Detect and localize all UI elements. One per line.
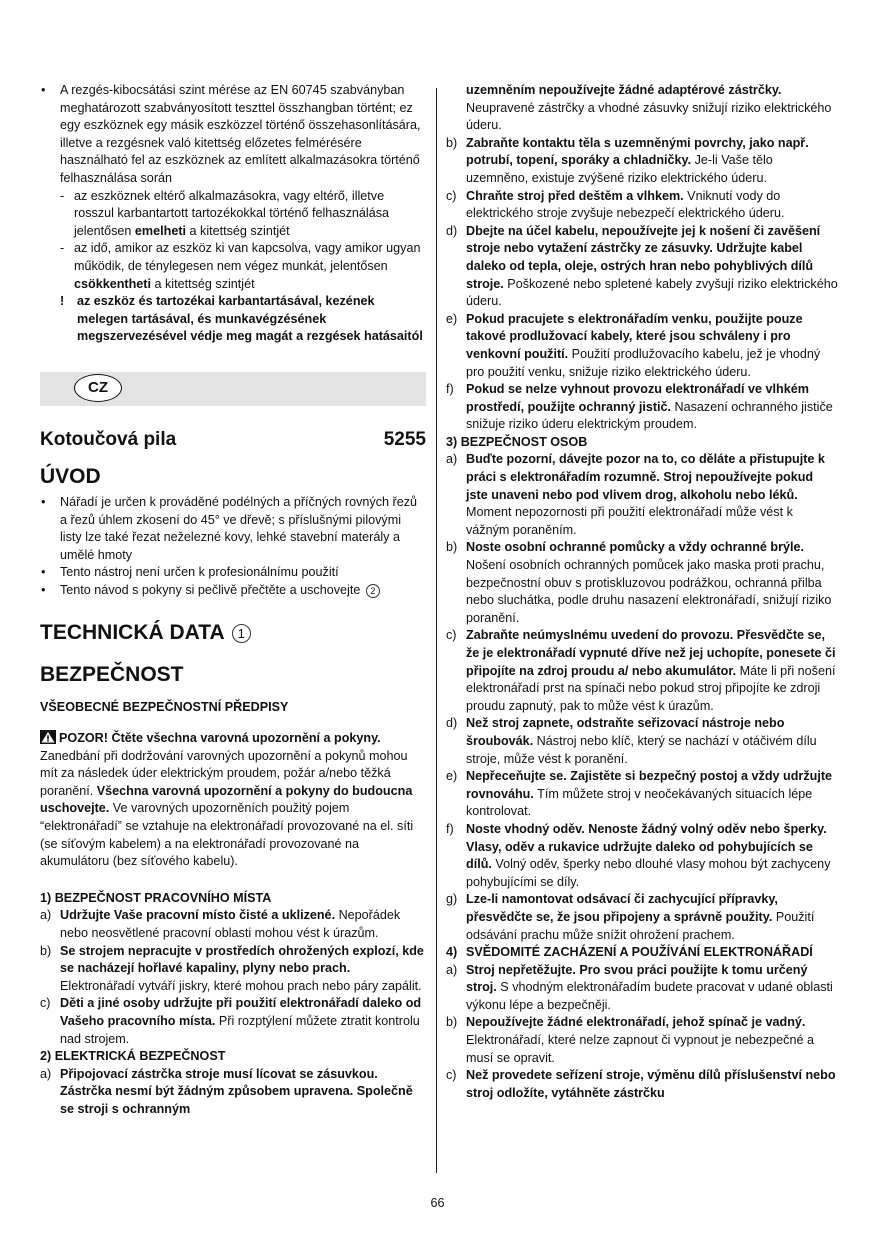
warning-triangle-icon <box>40 730 56 744</box>
list-item: e) Nepřeceňujte se. Zajistěte si bezpečný postoj a vždy udržujte rovnováhu. Tím můžete stroj v neočekávaných situacích lépe kontrolovat. <box>446 769 833 819</box>
list-item: c) Děti a jiné osoby udržujte při použití elektronářadí daleko od Vašeho pracovního místa. Při rozptýlení můžete ztratit kontrolu nad strojem. <box>40 996 422 1046</box>
list-item: c) Chraňte stroj před deštěm a vlhkem. Vniknutí vody do elektrického stroje zvyšuje nebezpečí elektrického úderu. <box>446 188 785 221</box>
list-item: a) Připojovací zástrčka stroje musí lícovat se zásuvkou. Zástrčka nesmí být žádným způsobem upravena. Společně se stroji s ochranným <box>40 1066 413 1116</box>
product-model: 5255 <box>383 428 426 450</box>
hu-bullet: • A rezgés-kibocsátási szint mérése az EN 60745 szabványban meghatározott szabványosított teszttel összhangban történt; ez egy eszköznek egy másik eszközzel történő összehasonlítására, illetve a rezgésnek való kitettség előzetes felmérésére használható fel az eszköznek az említett alkalmazásokra történő felhasználása során <box>40 82 426 188</box>
list-item: g) Lze-li namontovat odsávací či zachycující přípravky, přesvědčte se, že jsou připojeny a správně použity. Použití odsávání prachu může snížit ohrožení prachem. <box>446 892 815 942</box>
product-name: Kotoučová pila <box>40 428 177 450</box>
list-item: c) Zabraňte neúmyslnému uvedení do provozu. Přesvědčte se, že je elektronářadí vypnuté dříve než jej uchopíte, ponesete či připojíte na zdroj proudu a/ nebo akumulátor. Máte li při nošení elektronářadí prst na spínači nebo pokud stroj připojíte ke zdroji proudu zapnutý, pak to může vést k úrazům. <box>446 628 836 713</box>
hu-exclamation-note: ! az eszköz és tartozékai karbantartásával, kezének melegen tartásával, és munkavégzésének megszervezésével védje meg magát a rezgések hatásaitól <box>60 294 423 344</box>
section-title: 3) BEZPEČNOST OSOB <box>446 434 588 449</box>
list-item: d) Než stroj zapnete, odstraňte seřizovací nástroje nebo šroubovák. Nástroj nebo klíč, který se nachází v otáčivém dílu stroje, může vést k poranění. <box>446 716 817 766</box>
list-item: e) Pokud pracujete s elektronářadím venku, použijte pouze takové prodlužovací kabely, které jsou schváleny i pro venkovní použití. Použití prodlužovacího kabelu, jež je vhodný pro použití venku, snižuje riziko elektrického úderu. <box>446 311 821 379</box>
page-number: 66 <box>430 1196 445 1210</box>
tech-data-heading: TECHNICKÁ DATA 1 <box>40 619 426 647</box>
section-title: 4) SVĚDOMITÉ ZACHÁZENÍ A POUŽÍVÁNÍ ELEKTRONÁŘADÍ <box>446 945 813 960</box>
hu-dash-item: - az idő, amikor az eszköz ki van kapcsolva, vagy amikor ugyan működik, de ténylegesen nem végez munkát, jelentősen csökkentheti a kitettség szintjét <box>40 240 426 293</box>
right-column <box>446 82 838 1102</box>
section-title: 1) BEZPEČNOST PRACOVNÍHO MÍSTA <box>40 890 272 905</box>
list-item: b) Noste osobní ochranné pomůcky a vždy ochranné brýle. Nošení osobních ochranných pomůcek jako maska proti prachu, bezpečnostní obuv s protiskluzovou podrážkou, ochranná přilba nebo sluchátka, podle druhu nasazení elektronářadí, snižují riziko poranění. <box>446 540 832 625</box>
list-item: f) Noste vhodný oděv. Nenoste žádný volný oděv nebo šperky. Vlasy, oděv a rukavice udržujte daleko od pohybujících se dílů. Volný oděv, šperky nebo dlouhé vlasy mohou být zachyceny pohybujícími se díly. <box>446 821 831 889</box>
safety-heading: BEZPEČNOST <box>40 663 184 687</box>
list-item: b) Zabraňte kontaktu těla s uzemněnými povrchy, jako např. potrubí, topení, sporáky a chladničky. Je-li Vaše tělo uzemněno, existuje zvýšené riziko elektrického úderu. <box>446 135 809 185</box>
language-badge: CZ <box>74 374 122 402</box>
warning-paragraph: POZOR! Čtěte všechna varovná upozornění a pokyny. Zanedbání při dodržování varovných upozornění a pokynů mohou mít za následek úder elektrickým proudem, požár a/nebo těžká poranění. Všechna varovná upozornění a pokyny do budoucna uschovejte. Ve varovných upozorněních použitý pojem “elektronářadí” se vztahuje na elektronářadí provozované na el. síti (se síťovým kabelem) a na elektronářadí provozované na akumulátoru (bez síťového kabelu). <box>40 731 414 869</box>
column-divider <box>436 88 437 1173</box>
list-item-continued: uzemněním nepoužívejte žádné adaptérové zástrčky. Neupravené zástrčky a vhodné zásuvky snižují riziko elektrického úderu. <box>466 83 832 133</box>
list-item: a) Stroj nepřetěžujte. Pro svou práci použijte k tomu určený stroj. S vhodným elektronářadím budete pracovat v udané oblasti výkonu lépe a bezpečněji. <box>446 962 833 1012</box>
general-safety-title: VŠEOBECNÉ BEZPEČNOSTNÍ PŘEDPISY <box>40 700 289 715</box>
intro-bullet: • Nářadí je určen k prováděné podélných a příčných rovných řezů a řezů úhlem zkosení do 45° ve dřevě; s příslušnými pilovými listy lze také řezat neželezné kovy, lehké stavební materály a umělé hmoty <box>40 494 426 564</box>
list-item: c) Než provedete seřízení stroje, výměnu dílů příslušenství nebo stroj odložíte, vytáhněte zástrčku <box>446 1068 836 1100</box>
section-title: 2) ELEKTRICKÁ BEZPEČNOST <box>40 1049 226 1064</box>
list-item: b) Se strojem nepracujte v prostředích ohrožených explozí, kde se nacházejí hořlavé kapaliny, plyny nebo prach. Elektronářadí vytváří jiskry, které mohou prach nebo páry zapálit. <box>40 943 424 993</box>
list-item: f) Pokud se nelze vyhnout provozu elektronářadí ve vlhkém prostředí, použijte ochranný jistič. Nasazení ochranného jističe snižuje riziko úderu elektrickým proudem. <box>446 382 833 432</box>
figure-ref: 2 <box>366 584 380 598</box>
figure-ref: 1 <box>232 624 251 643</box>
intro-bullet: • Tento návod s pokyny si pečlivě přečtěte a uschovejte 2 <box>40 582 426 600</box>
hu-dash-item: - az eszköznek eltérő alkalmazásokra, vagy eltérő, illetve rosszul karbantartott tartozékokkal történő felhasználása jelentősen emelheti a kitettség szintjét <box>40 188 426 241</box>
language-band <box>40 372 426 406</box>
list-item: a) Buďte pozorní, dávejte pozor na to, co děláte a přistupujte k práci s elektronářadím rozumně. Stroj nepoužívejte pokud jste unaveni nebo pod vlivem drog, alkoholu nebo léků. Moment nepozornosti při použití elektronářadí může vést k vážným poraněním. <box>446 452 825 537</box>
left-column <box>40 82 426 1119</box>
list-item: b) Nepoužívejte žádné elektronářadí, jehož spínač je vadný. Elektronářadí, které nelze zapnout či vypnout je nebezpečné a musí se opravit. <box>446 1015 814 1065</box>
list-item: a) Udržujte Vaše pracovní místo čisté a uklizené. Nepořádek nebo neosvětlené pracovní oblasti mohou vést k úrazům. <box>40 908 401 940</box>
list-item: d) Dbejte na účel kabelu, nepoužívejte jej k nošení či zavěšení stroje nebo vytažení zástrčky ze zásuvky. Udržujte kabel daleko od tepla, oleje, ostrých hran nebo pohyblivých dílů stroje. Poškozené nebo spletené kabely zvyšují riziko elektrického úderu. <box>446 223 838 309</box>
product-title-row <box>40 428 426 452</box>
intro-heading: ÚVOD <box>40 464 101 488</box>
intro-bullet: • Tento nástroj není určen k profesionálnímu použití <box>40 564 426 582</box>
